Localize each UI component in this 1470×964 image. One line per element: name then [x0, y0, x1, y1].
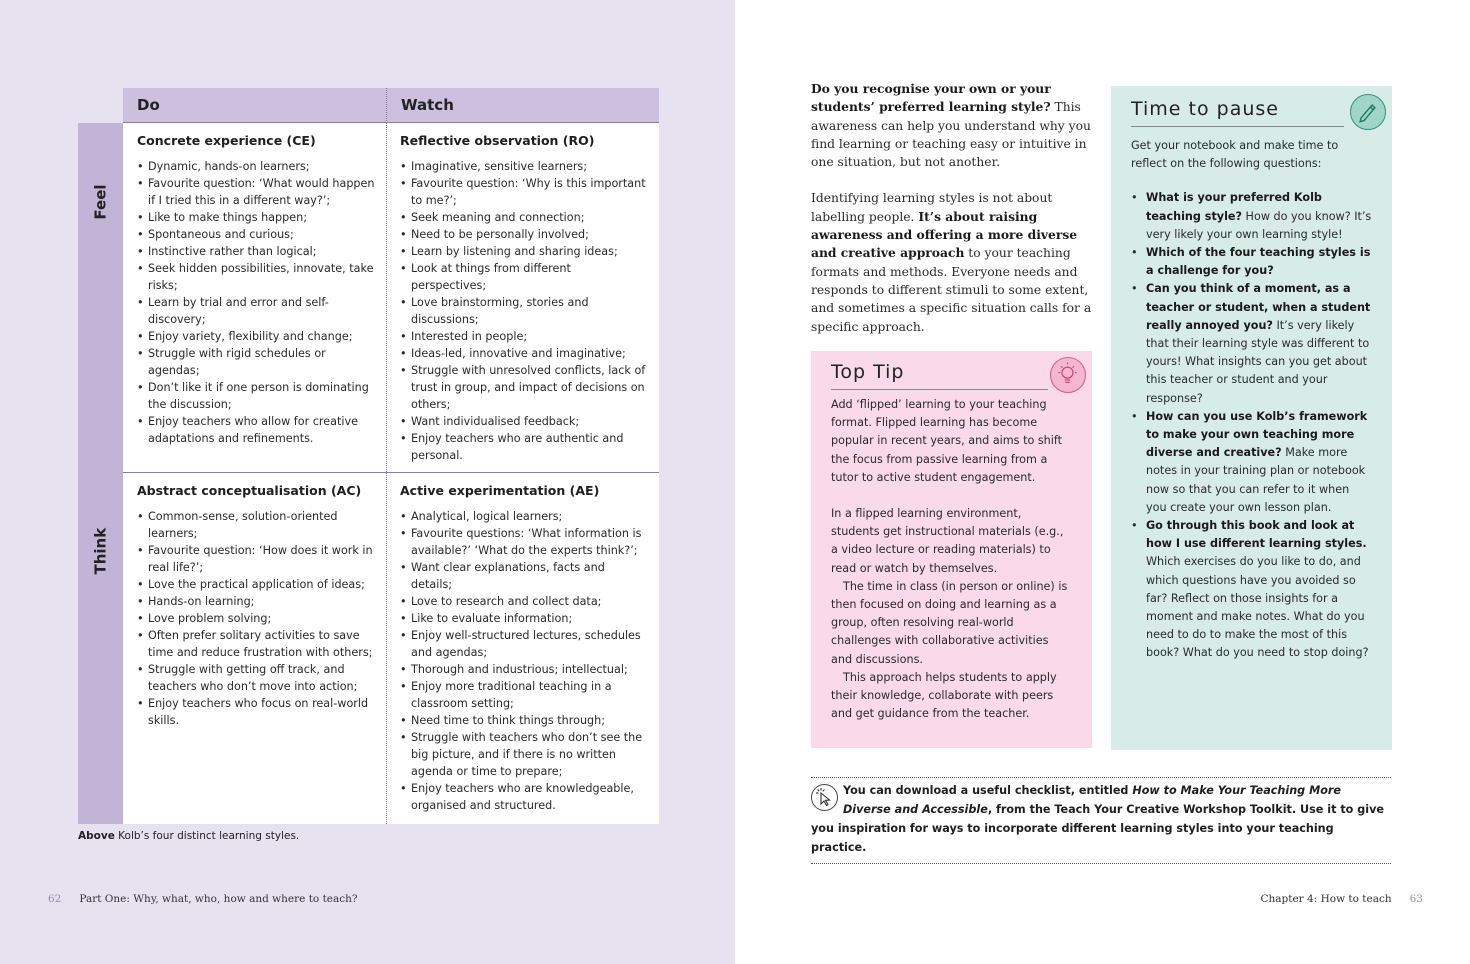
list-item: • Enjoy teachers who allow for creative adaptations and refinements.: [137, 413, 376, 447]
caption-text: Kolb’s four distinct learning styles.: [118, 830, 300, 842]
download-note: You can download a useful checklist, entitled How to Make Your Teaching More Diverse and Accessible, from the Teach Your Creative Workshop Toolkit. Use it to give you inspiration for ways to incorporate different learning styles into your teaching practice.: [811, 777, 1391, 864]
pencil-icon: [1350, 94, 1386, 130]
list-item: • Struggle with getting off track, and teachers who don’t move into action;: [137, 661, 376, 695]
list-item: • Learn by listening and sharing ideas;: [400, 243, 649, 260]
intro-paragraph: Do you recognise your own or your students’ preferred learning style? This awareness can help you understand why you find learning or teaching easy or intuitive in one situation, but not another.: [811, 81, 1091, 170]
list-item: • Like to evaluate information;: [400, 610, 649, 627]
row-header-think: Think: [91, 527, 110, 575]
list-item: • Which of the four teaching styles is a challenge for you?: [1131, 244, 1372, 280]
caption-label: Above: [78, 830, 115, 842]
intro-paragraph: Identifying learning styles is not about labelling people. It’s about raising awareness and offering a more diverse and creative approach to your teaching formats and methods. Everyone needs and responds to different stimuli to some extent, and sometimes a specific situation calls for a specific approach.: [811, 191, 1092, 334]
list-item: • Don’t like it if one person is dominating the discussion;: [137, 379, 376, 413]
list-item: • Love to research and collect data;: [400, 593, 649, 610]
cell-title: Active experimentation (AE): [400, 483, 600, 498]
top-tip-title: Top Tip: [831, 359, 1048, 390]
list-item: • Need to be personally involved;: [400, 226, 649, 243]
list-item: • Often prefer solitary activities to save time and reduce frustration with others;: [137, 627, 376, 661]
time-to-pause-box: [1111, 86, 1392, 750]
cell-title: Abstract conceptualisation (AC): [137, 483, 362, 498]
page-number: 63: [1409, 893, 1423, 905]
list-item: • Spontaneous and curious;: [137, 226, 376, 243]
left-folio: [48, 893, 358, 905]
cell-title: Reflective observation (RO): [400, 133, 595, 148]
list-item: • Ideas-led, innovative and imaginative;: [400, 345, 649, 362]
list-item: • Love brainstorming, stories and discussions;: [400, 294, 649, 328]
column-header-do: Do: [137, 96, 160, 114]
list-item: • Like to make things happen;: [137, 209, 376, 226]
list-item: • Favourite question: ‘Why is this important to me?’;: [400, 175, 649, 209]
cell-title: Concrete experience (CE): [137, 133, 316, 148]
column-header-row: [123, 88, 659, 123]
top-tip-box: [811, 351, 1092, 748]
table-caption: [78, 830, 299, 842]
list-item: • Dynamic, hands-on learners;: [137, 158, 376, 175]
checklist-title: How to Make Your Teaching More Diverse and Accessible: [843, 784, 1342, 816]
list-item: • Enjoy teachers who are knowledgeable, organised and structured.: [400, 780, 649, 814]
cell-reflective-observation: [386, 123, 659, 472]
right-page: [735, 0, 1470, 964]
reflection-questions-list: [1131, 189, 1372, 662]
tip-paragraph: This approach helps students to apply their knowledge, collaborate with peers and get guidance from the teacher.: [831, 670, 1057, 721]
intro-text: [811, 80, 1096, 354]
page-number: 62: [48, 893, 62, 905]
lightbulb-icon: [1050, 357, 1086, 393]
row-header-feel: Feel: [91, 184, 110, 220]
list-item: • How can you use Kolb’s framework to make your own teaching more diverse and creative? Make more notes in your training plan or notebook now so that you can refer to it when you create your own lesson plan.: [1131, 408, 1372, 517]
list-item: • Enjoy well-structured lectures, schedules and agendas;: [400, 627, 649, 661]
tip-paragraph: In a flipped learning environment, students get instructional materials (e.g., a video lecture or reading materials) to read or watch by themselves.: [831, 507, 1064, 575]
cursor-click-icon: [811, 784, 838, 811]
bullet-list: [137, 508, 376, 729]
list-item: • Learn by trial and error and self-discovery;: [137, 294, 376, 328]
list-item: • Hands-on learning;: [137, 593, 376, 610]
kolb-learning-styles-table: [78, 88, 659, 824]
tip-paragraph: The time in class (in person or online) is then focused on doing and learning as a group, often resolving real-world challenges with collaborative activities and discussions.: [831, 579, 1068, 666]
column-header-watch: Watch: [386, 88, 659, 123]
right-folio: [1260, 893, 1423, 905]
list-item: • Instinctive rather than logical;: [137, 243, 376, 260]
list-item: • Struggle with unresolved conflicts, lack of trust in group, and impact of decisions on others;: [400, 362, 649, 413]
list-item: • Common-sense, solution-oriented learners;: [137, 508, 376, 542]
bullet-list: [137, 158, 376, 447]
time-to-pause-title: Time to pause: [1131, 96, 1344, 127]
cell-concrete-experience: [123, 123, 386, 472]
list-item: • Enjoy teachers who are authentic and personal.: [400, 430, 649, 464]
list-item: • Love the practical application of ideas;: [137, 576, 376, 593]
row-header-sidebar: [78, 123, 123, 824]
list-item: • Favourite questions: ‘What information is available?’ ‘What do the experts think?’;: [400, 525, 649, 559]
bullet-list: [400, 158, 649, 464]
list-item: • Struggle with rigid schedules or agendas;: [137, 345, 376, 379]
list-item: • Enjoy more traditional teaching in a classroom setting;: [400, 678, 649, 712]
cell-active-experimentation: [386, 472, 659, 824]
list-item: • Favourite question: ‘What would happen if I tried this in a different way?’;: [137, 175, 376, 209]
list-item: • Seek hidden possibilities, innovate, take risks;: [137, 260, 376, 294]
list-item: • Favourite question: ‘How does it work in real life?’;: [137, 542, 376, 576]
top-tip-text: [831, 396, 1072, 723]
list-item: • Interested in people;: [400, 328, 649, 345]
list-item: • Struggle with teachers who don’t see the big picture, and if there is no written agenda or time to prepare;: [400, 729, 649, 780]
list-item: • What is your preferred Kolb teaching style? How do you know? It’s very likely your own learning style!: [1131, 189, 1372, 244]
tip-paragraph: Add ‘flipped’ learning to your teaching format. Flipped learning has become popular in recent years, and aims to shift the focus from passive learning from a tutor to active student engagement.: [831, 398, 1063, 484]
list-item: • Thorough and industrious; intellectual;: [400, 661, 649, 678]
list-item: • Love problem solving;: [137, 610, 376, 627]
list-item: • Want clear explanations, facts and details;: [400, 559, 649, 593]
list-item: • Need time to think things through;: [400, 712, 649, 729]
list-item: • Imaginative, sensitive learners;: [400, 158, 649, 175]
list-item: • Can you think of a moment, as a teacher or student, when a student really annoyed you? It’s very likely that their learning style was different to yours! What insights can you get about this teacher or student and your response?: [1131, 280, 1372, 407]
bullet-list: [400, 508, 649, 814]
list-item: • Analytical, logical learners;: [400, 508, 649, 525]
list-item: • Look at things from different perspectives;: [400, 260, 649, 294]
list-item: • Go through this book and look at how I use different learning styles. Which exercises do you like to do, and which questions have you avoided so far? Reflect on those insights for a moment and make notes. What do you need to do to make the most of this book? What do you need to stop doing?: [1131, 517, 1372, 663]
running-head: Chapter 4: How to teach: [1260, 893, 1392, 905]
time-to-pause-intro: Get your notebook and make time to reflect on the following questions:: [1131, 139, 1339, 171]
running-head: Part One: Why, what, who, how and where to teach?: [79, 893, 358, 905]
list-item: • Enjoy variety, flexibility and change;: [137, 328, 376, 345]
cell-abstract-conceptualisation: [123, 472, 386, 824]
list-item: • Want individualised feedback;: [400, 413, 649, 430]
list-item: • Enjoy teachers who focus on real-world skills.: [137, 695, 376, 729]
list-item: • Seek meaning and connection;: [400, 209, 649, 226]
